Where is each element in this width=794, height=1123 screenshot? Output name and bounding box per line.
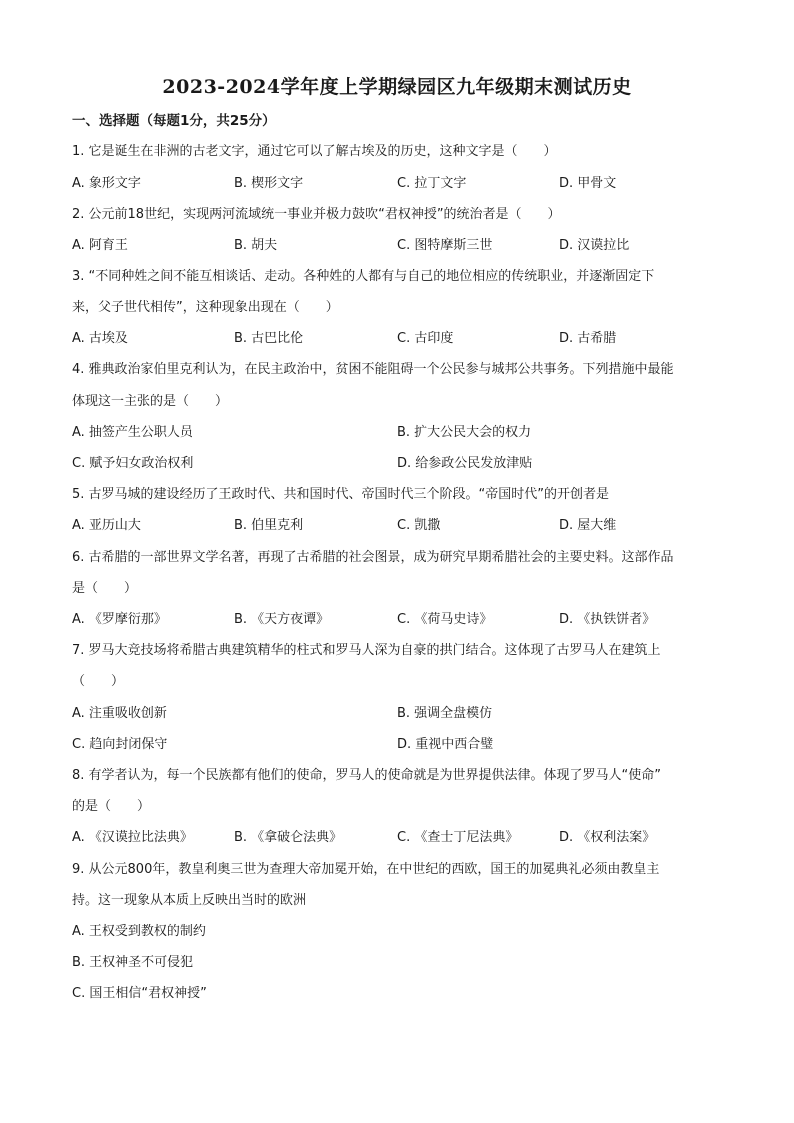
q4-option-c[interactable]: C. 赋予妇女政治权利 [72,456,194,471]
q6-option-c[interactable]: C. 《荷马史诗》 [397,612,493,627]
q1-option-d[interactable]: D. 甲骨文 [559,176,617,191]
q6-option-b[interactable]: B. 《天方夜谭》 [234,612,330,627]
question-7-line-2: （ ） [72,674,125,689]
q7-option-c[interactable]: C. 趋向封闭保守 [72,737,168,752]
q3-option-b[interactable]: B. 古巴比伦 [234,331,304,346]
q3-option-c[interactable]: C. 古印度 [397,331,454,346]
q1-option-c[interactable]: C. 拉丁文字 [397,176,467,191]
q5-option-c[interactable]: C. 凯撒 [397,518,441,533]
question-9-line-2: 持。这一现象从本质上反映出当时的欧洲 [72,893,307,908]
q2-option-a[interactable]: A. 阿育王 [72,238,128,253]
question-4-line-2: 体现这一主张的是（ ） [72,394,229,409]
question-4-line-1: 4. 雅典政治家伯里克利认为，在民主政治中，贫困不能阻碍一个公民参与城邦公共事务。下列措施中最能 [72,362,674,377]
question-5: 5. 古罗马城的建设经历了王政时代、共和国时代、帝国时代三个阶段。“帝国时代”的开创者是 [72,487,610,502]
question-3-line-2: 来，父子世代相传”，这种现象出现在（ ） [72,300,339,315]
question-7-line-1: 7. 罗马大竞技场将希腊古典建筑精华的柱式和罗马人深为自豪的拱门结合。这体现了古罗马人在建筑上 [72,643,661,658]
q9-option-c[interactable]: C. 国王相信“君权神授” [72,986,207,1001]
q8-option-a[interactable]: A. 《汉谟拉比法典》 [72,830,193,845]
question-6-line-1: 6. 古希腊的一部世界文学名著，再现了古希腊的社会图景，成为研究早期希腊社会的主要史料。这部作品 [72,550,674,565]
q9-option-a[interactable]: A. 王权受到教权的制约 [72,924,206,939]
q2-option-b[interactable]: B. 胡夫 [234,238,278,253]
q6-option-d[interactable]: D. 《执铁饼者》 [559,612,656,627]
question-2: 2. 公元前18世纪，实现两河流域统一事业并极力鼓吹“君权神授”的统治者是（ ） [72,207,561,222]
q8-option-d[interactable]: D. 《权利法案》 [559,830,656,845]
question-8-line-1: 8. 有学者认为，每一个民族都有他们的使命，罗马人的使命就是为世界提供法律。体现了罗马人“使命” [72,768,662,783]
q6-option-a[interactable]: A. 《罗摩衍那》 [72,612,167,627]
q7-option-b[interactable]: B. 强调全盘模仿 [397,706,493,721]
q9-option-b[interactable]: B. 王权神圣不可侵犯 [72,955,194,970]
q2-option-c[interactable]: C. 图特摩斯三世 [397,238,493,253]
question-6-line-2: 是（ ） [72,581,138,596]
q3-option-d[interactable]: D. 古希腊 [559,331,617,346]
section-heading: 一、选择题（每题1分，共25分） [72,113,276,129]
q2-option-d[interactable]: D. 汉谟拉比 [559,238,630,253]
q1-option-b[interactable]: B. 楔形文字 [234,176,304,191]
q1-option-a[interactable]: A. 象形文字 [72,176,141,191]
q4-option-b[interactable]: B. 扩大公民大会的权力 [397,425,532,440]
q8-option-c[interactable]: C. 《查士丁尼法典》 [397,830,519,845]
exam-title: 2023-2024学年度上学期绿园区九年级期末测试历史 [162,76,632,98]
question-1: 1. 它是诞生在非洲的古老文字，通过它可以了解古埃及的历史，这种文字是（ ） [72,144,557,159]
q5-option-b[interactable]: B. 伯里克利 [234,518,304,533]
q7-option-a[interactable]: A. 注重吸收创新 [72,706,167,721]
question-8-line-2: 的是（ ） [72,799,151,814]
q5-option-d[interactable]: D. 屋大维 [559,518,617,533]
q3-option-a[interactable]: A. 古埃及 [72,331,128,346]
q4-option-a[interactable]: A. 抽签产生公职人员 [72,425,193,440]
q5-option-a[interactable]: A. 亚历山大 [72,518,141,533]
q7-option-d[interactable]: D. 重视中西合璧 [397,737,494,752]
q4-option-d[interactable]: D. 给参政公民发放津贴 [397,456,533,471]
question-3-line-1: 3. “不同种姓之间不能互相谈话、走动。各种姓的人都有与自己的地位相应的传统职业，并逐渐固定下 [72,269,655,284]
q8-option-b[interactable]: B. 《拿破仑法典》 [234,830,343,845]
question-9-line-1: 9. 从公元800年，教皇利奥三世为查理大帝加冕开始，在中世纪的西欧，国王的加冕典礼必须由教皇主 [72,862,660,877]
